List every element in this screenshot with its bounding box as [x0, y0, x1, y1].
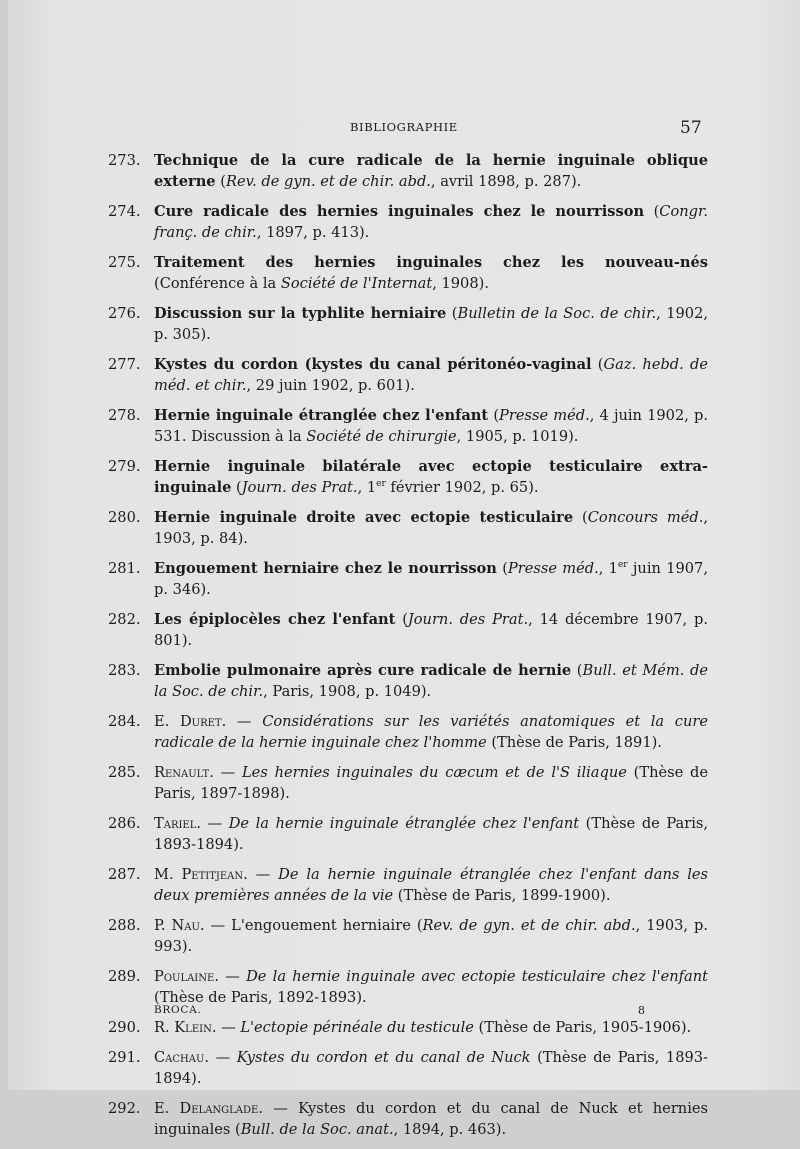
entry-title: Kystes du cordon (kystes du canal péritonéo-vaginal: [154, 356, 592, 373]
bibliography-entry: [108, 660, 708, 702]
author-name: Delanglade: [179, 1100, 259, 1117]
entry-number: 279.: [108, 458, 141, 475]
entry-italic-text: Bulletin de la Soc. de chir.: [457, 305, 657, 322]
bibliography-entry: [108, 252, 708, 294]
entry-italic-text: Gaz. hebd. de méd. et chir.: [154, 356, 708, 394]
entry-number: 278.: [108, 407, 141, 424]
entry-number: 274.: [108, 203, 141, 220]
entry-number: 291.: [108, 1049, 141, 1066]
entry-italic-text: De la hernie inguinale avec ectopie testiculaire chez l'enfant: [246, 968, 708, 985]
book-page: [8, 0, 800, 1138]
entry-text: (Thèse de Paris, 1899-1900).: [393, 887, 611, 904]
entry-italic-text: Concours méd.: [587, 509, 704, 526]
entry-text: (Conférence à la: [154, 275, 281, 292]
bibliography-entry: [108, 150, 708, 192]
entry-text: (: [496, 560, 508, 577]
entry-italic-text: Kystes du cordon et du canal de Nuck: [236, 1049, 531, 1066]
entry-text: , 1905, p. 1019).: [456, 428, 579, 445]
entry-text: (Thèse de Paris, 1891).: [486, 734, 662, 751]
entry-text: E.: [154, 1100, 180, 1117]
bibliography-entry: [108, 711, 708, 753]
entry-text: (: [488, 407, 500, 424]
entry-text: . —: [214, 968, 247, 985]
author-name: Duret: [179, 713, 222, 730]
author-name: Klein: [174, 1019, 212, 1036]
entry-italic-text: Les hernies inguinales du cæcum et de l'S iliaque: [241, 764, 627, 781]
bibliography-entry: [108, 762, 708, 804]
entry-text: (Thèse de Paris, 1892-1893).: [154, 989, 367, 1006]
entry-number: 286.: [108, 815, 141, 832]
entry-text: février 1902, p. 65).: [385, 479, 539, 496]
entry-text: (Thèse de Paris, 1893-1894).: [154, 815, 708, 853]
entry-italic-text: De la hernie inguinale étranglée chez l'enfant dans les deux premières années de la vie: [154, 866, 708, 904]
entry-text: . —: [196, 815, 229, 832]
entry-number: 282.: [108, 611, 141, 628]
entry-text: , 14 décembre 1907, p. 801).: [154, 611, 708, 649]
entry-title: Hernie inguinale étranglée chez l'enfant: [154, 407, 489, 424]
entry-text: , 1902, p. 305).: [154, 305, 708, 343]
entry-title: Les épiplocèles chez l'enfant: [154, 611, 396, 628]
entry-text: M.: [154, 866, 182, 883]
entry-text: E.: [154, 713, 180, 730]
entry-number: 276.: [108, 305, 141, 322]
entry-italic-text: De la hernie inguinale étranglée chez l'enfant: [228, 815, 580, 832]
entry-text: (Thèse de Paris, 1893-1894).: [154, 1049, 708, 1087]
entry-title: Technique de la cure radicale de la hernie inguinale oblique externe: [154, 152, 708, 190]
entry-text: , 1908).: [432, 275, 489, 292]
entry-text: , 1: [598, 560, 618, 577]
entry-text: (: [446, 305, 458, 322]
entry-title: Discussion sur la typhlite herniaire: [154, 305, 447, 322]
entry-text: (: [591, 356, 604, 373]
bibliography-entry: [108, 1047, 708, 1089]
entry-text: (: [644, 203, 660, 220]
bibliography-entry: [108, 915, 708, 957]
entry-text: , Paris, 1908, p. 1049).: [263, 683, 432, 700]
entry-number: 281.: [108, 560, 141, 577]
entry-text: (: [231, 479, 242, 496]
bibliography-entry: [108, 201, 708, 243]
bibliography-entry: [108, 558, 708, 600]
bibliography-entry: [108, 354, 708, 396]
bibliography-entry: [108, 813, 708, 855]
page-footer: [8, 1004, 800, 1024]
entry-italic-text: Presse méd.: [507, 560, 599, 577]
superscript: er: [376, 479, 386, 490]
entry-italic-text: Société de l'Internat: [280, 275, 433, 292]
entry-text: (: [395, 611, 408, 628]
entry-number: 287.: [108, 866, 141, 883]
entry-text: R.: [154, 1019, 175, 1036]
bibliography-entry: [108, 405, 708, 447]
entry-number: 290.: [108, 1019, 141, 1036]
author-name: Nau: [171, 917, 200, 934]
entry-number: 277.: [108, 356, 141, 373]
author-name: Cachau: [154, 1049, 205, 1066]
entry-text: . —: [221, 713, 263, 730]
entry-text: (Thèse de Paris, 1897-1898).: [154, 764, 708, 802]
entry-italic-text: Journ. des Prat.: [407, 611, 529, 628]
entry-italic-text: Rev. de gyn. et de chir. abd.: [422, 917, 636, 934]
entry-title: Engouement herniaire chez le nourrisson: [154, 560, 497, 577]
entry-text: , 1903, p. 84).: [154, 509, 708, 547]
signature-mark: BROCA.: [154, 1004, 202, 1016]
signature-number: 8: [638, 1004, 645, 1017]
entry-number: 288.: [108, 917, 141, 934]
author-name: Petitjean: [181, 866, 244, 883]
entry-text: , 1: [357, 479, 377, 496]
entry-text: juin 1907, p. 346).: [154, 560, 708, 598]
entry-text: , 29 juin 1902, p. 601).: [246, 377, 415, 394]
entry-number: 292.: [108, 1100, 141, 1117]
entry-title: Embolie pulmonaire après cure radicale de hernie: [154, 662, 572, 679]
entry-text: (: [573, 509, 588, 526]
bibliography-entry: [108, 303, 708, 345]
entry-italic-text: Congr. franç. de chir.: [154, 203, 708, 241]
entry-number: 284.: [108, 713, 141, 730]
author-name: Renault: [154, 764, 210, 781]
entry-number: 275.: [108, 254, 141, 271]
entry-title: Hernie inguinale droite avec ectopie testiculaire: [154, 509, 574, 526]
entry-text: . —: [204, 1049, 237, 1066]
entry-italic-text: Bull. de la Soc. anat.: [240, 1121, 394, 1138]
entry-number: 273.: [108, 152, 141, 169]
entry-text: . — Kystes du cordon et du canal de Nuck et hernies inguinales (: [154, 1100, 708, 1138]
superscript: er: [617, 560, 628, 571]
entry-italic-text: Presse méd.: [499, 407, 590, 424]
entry-number: 285.: [108, 764, 141, 781]
entry-text: . — L'engouement herniaire (: [199, 917, 423, 934]
entry-text: , 4 juin 1902, p. 531. Discussion à la: [154, 407, 709, 445]
entry-italic-text: Société de chirurgie: [306, 428, 457, 445]
entry-title: Cure radicale des hernies inguinales chez le nourrisson: [154, 203, 645, 220]
bibliography-entry: [108, 864, 708, 906]
entry-text: P.: [154, 917, 172, 934]
entry-text: . —: [243, 866, 279, 883]
bibliography-entry: [108, 609, 708, 651]
entry-text: , 1903, p. 993).: [154, 917, 709, 955]
entry-number: 289.: [108, 968, 141, 985]
entry-text: (Thèse de Paris, 1905-1906).: [473, 1019, 692, 1036]
bibliography-entry: [108, 456, 708, 498]
entry-number: 280.: [108, 509, 141, 526]
page-number: 57: [680, 118, 702, 138]
entry-text: , avril 1898, p. 287).: [430, 173, 582, 190]
entry-italic-text: Journ. des Prat.: [241, 479, 358, 496]
running-head: BIBLIOGRAPHIE: [350, 120, 458, 134]
author-name: Poulaine: [154, 968, 215, 985]
entry-text: . —: [211, 1019, 241, 1036]
bibliography-entry: [108, 1098, 708, 1140]
bibliography-list: [108, 150, 708, 1149]
entry-text: (: [571, 662, 583, 679]
entry-title: Traitement des hernies inguinales chez les nouveau-nés: [154, 254, 708, 271]
entry-italic-text: Considérations sur les variétés anatomiques et la cure radicale de la hernie inguinale chez l'homme: [154, 713, 708, 751]
entry-text: . —: [209, 764, 242, 781]
entry-text: , 1894, p. 463).: [393, 1121, 507, 1138]
entry-title: Hernie inguinale bilatérale avec ectopie testiculaire extra-inguinale: [154, 458, 708, 496]
entry-italic-text: L'ectopie périnéale du testicule: [240, 1019, 474, 1036]
entry-text: (: [215, 173, 226, 190]
entry-italic-text: Bull. et Mém. de la Soc. de chir.: [154, 662, 708, 700]
entry-italic-text: Rev. de gyn. et de chir. abd.: [225, 173, 431, 190]
bibliography-entry: [108, 507, 708, 549]
author-name: Tariel: [154, 815, 197, 832]
entry-text: , 1897, p. 413).: [256, 224, 370, 241]
bibliography-entry: [108, 966, 708, 1008]
page-header: [8, 116, 800, 142]
entry-number: 283.: [108, 662, 141, 679]
